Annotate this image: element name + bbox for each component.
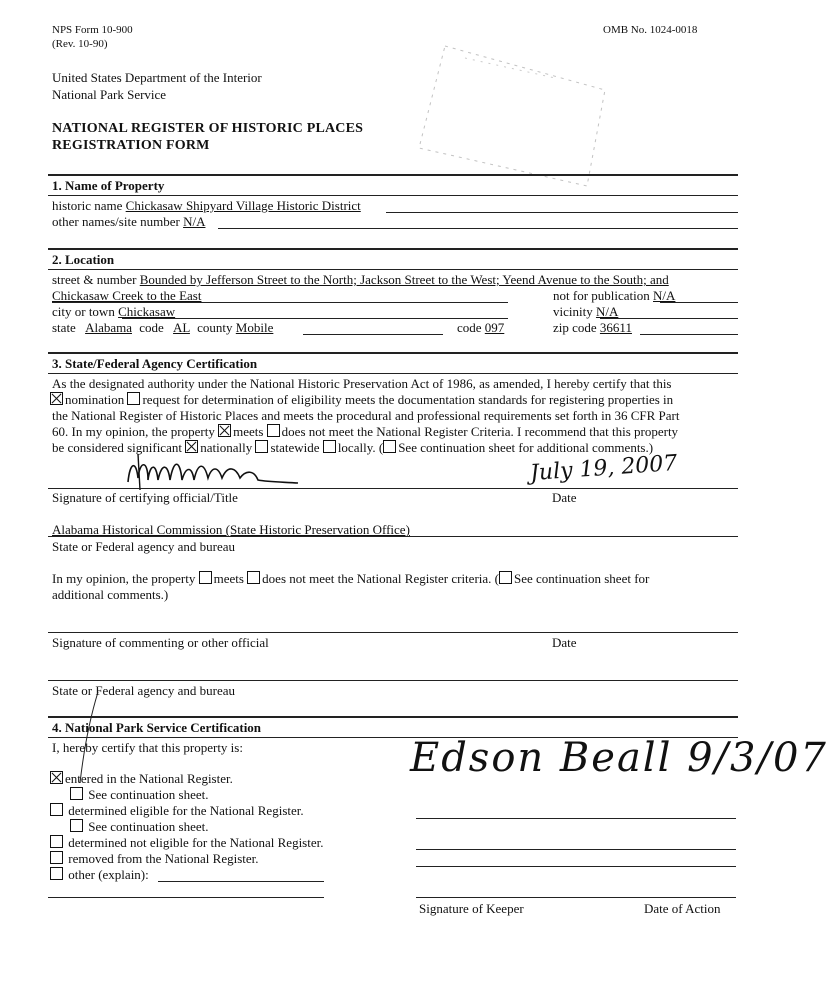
opinion-continuation-checkbox[interactable] bbox=[499, 571, 512, 584]
request-checkbox[interactable] bbox=[127, 392, 140, 405]
state-code-label: code bbox=[139, 320, 164, 335]
section-rule bbox=[48, 195, 738, 196]
agency2-label: State or Federal agency and bureau bbox=[52, 683, 236, 698]
removed-label: removed from the National Register. bbox=[68, 851, 259, 866]
fill-line bbox=[218, 228, 738, 229]
state-code-value: AL bbox=[173, 320, 190, 335]
meets-label: meets bbox=[233, 424, 264, 439]
see-continuation2-checkbox[interactable] bbox=[70, 819, 83, 832]
action-date-label: Date of Action bbox=[644, 901, 721, 916]
historic-name-value: Chickasaw Shipyard Village Historic District bbox=[125, 198, 361, 213]
agency-label: State or Federal agency and bureau bbox=[52, 539, 236, 554]
section-rule bbox=[48, 174, 738, 176]
other-label: other (explain): bbox=[68, 867, 149, 882]
not-eligible-label: determined not eligible for the National Register. bbox=[68, 835, 324, 850]
keeper-label: Signature of Keeper bbox=[419, 901, 524, 916]
opinion-text: In my opinion, the property bbox=[52, 571, 196, 586]
fill-line bbox=[386, 212, 738, 213]
faded-stamp bbox=[405, 38, 620, 193]
keeper-intro: I, hereby certify that this property is: bbox=[52, 740, 243, 755]
opinion-meets-label: meets bbox=[213, 571, 244, 586]
nomination-checkbox[interactable] bbox=[50, 392, 63, 405]
nationally-label: nationally bbox=[200, 440, 253, 455]
not-for-pub-label: not for publication bbox=[553, 288, 650, 303]
cert-text-line1: As the designated authority under the National Historic Preservation Act of 1986, as amended, I hereby certify that this bbox=[52, 376, 672, 391]
does-not-meet-checkbox[interactable] bbox=[267, 424, 280, 437]
cert-text-line2: request for determination of eligibility meets the documentation standards for registering properties in bbox=[142, 392, 674, 407]
department-name: United States Department of the Interior bbox=[52, 70, 262, 85]
other-names-value: N/A bbox=[183, 214, 206, 229]
cert-text-line3: the National Register of Historic Places and meets the procedural and professional requirements set forth in 36 CFR Part bbox=[52, 408, 680, 423]
fill-line bbox=[48, 680, 738, 681]
omb-number: OMB No. 1024-0018 bbox=[603, 24, 698, 36]
other-checkbox[interactable] bbox=[50, 867, 63, 880]
section1-title: 1. Name of Property bbox=[52, 178, 165, 193]
form-title-line2: REGISTRATION FORM bbox=[52, 138, 210, 153]
section-rule bbox=[48, 352, 738, 354]
street-value-line2: Chickasaw Creek to the East bbox=[52, 288, 202, 303]
keeper-signature-handwritten: Edson Beall 9/3/07 bbox=[410, 735, 828, 781]
locally-label: locally. ( bbox=[337, 440, 384, 455]
nomination-label: nomination bbox=[65, 392, 125, 407]
opinion-meets-checkbox[interactable] bbox=[199, 571, 212, 584]
entered-checkbox[interactable] bbox=[50, 771, 63, 784]
street-label: street & number bbox=[52, 272, 137, 287]
other-names-label: other names/site number bbox=[52, 214, 180, 229]
locally-checkbox[interactable] bbox=[323, 440, 336, 453]
section-rule bbox=[48, 716, 738, 718]
county-code-value: 097 bbox=[484, 320, 505, 335]
other-explain-line bbox=[158, 881, 324, 882]
continuation-label: See continuation sheet for additional comments.) bbox=[398, 440, 654, 455]
eligible-label: determined eligible for the National Register. bbox=[68, 803, 304, 818]
significance-label: be considered significant bbox=[52, 440, 182, 455]
keeper-line bbox=[416, 849, 736, 850]
continuation-checkbox[interactable] bbox=[383, 440, 396, 453]
section4-title: 4. National Park Service Certification bbox=[52, 720, 262, 735]
date-label: Date bbox=[552, 490, 577, 505]
see-continuation1-label: See continuation sheet. bbox=[88, 787, 209, 802]
removed-checkbox[interactable] bbox=[50, 851, 63, 864]
not-for-pub-value: N/A bbox=[653, 288, 676, 303]
fill-line bbox=[640, 334, 738, 335]
agency-value: Alabama Historical Commission (State Historic Preservation Office) bbox=[52, 522, 410, 537]
signature-line bbox=[48, 632, 738, 633]
fill-line bbox=[303, 334, 443, 335]
keeper-line bbox=[416, 897, 736, 898]
opinion-not-meet-label: does not meet the National Register criteria. ( bbox=[262, 571, 499, 586]
commenting-date-label: Date bbox=[552, 635, 577, 650]
state-label: state bbox=[52, 320, 76, 335]
keeper-line bbox=[416, 818, 736, 819]
fill-line bbox=[52, 302, 508, 303]
county-label: county bbox=[197, 320, 233, 335]
certifying-signature bbox=[118, 452, 308, 492]
service-name: National Park Service bbox=[52, 87, 167, 102]
opinion-text-line2: additional comments.) bbox=[52, 587, 169, 602]
certifying-date-handwritten: July 19, 2007 bbox=[529, 450, 679, 487]
section-rule bbox=[48, 373, 738, 374]
entered-label: entered in the National Register. bbox=[65, 771, 233, 786]
certifying-signature-label: Signature of certifying official/Title bbox=[52, 490, 238, 505]
statewide-label: statewide bbox=[270, 440, 320, 455]
county-code-label: code bbox=[457, 320, 482, 335]
section-rule bbox=[48, 248, 738, 250]
keeper-line bbox=[416, 866, 736, 867]
cert-text-line4b: does not meet the National Register Criteria. I recommend that this property bbox=[281, 424, 679, 439]
zip-value: 36611 bbox=[599, 320, 632, 335]
zip-label: zip code bbox=[553, 320, 597, 335]
see-continuation1-checkbox[interactable] bbox=[70, 787, 83, 800]
city-label: city or town bbox=[52, 304, 115, 319]
form-revision: (Rev. 10-90) bbox=[52, 38, 108, 50]
vicinity-value: N/A bbox=[595, 304, 619, 319]
fill-line bbox=[600, 318, 738, 319]
fill-line bbox=[48, 536, 738, 537]
section-rule bbox=[48, 269, 738, 270]
form-number: NPS Form 10-900 bbox=[52, 24, 133, 36]
vicinity-label: vicinity bbox=[553, 304, 593, 319]
section3-title: 3. State/Federal Agency Certification bbox=[52, 356, 258, 371]
historic-name-label: historic name bbox=[52, 198, 123, 213]
see-continuation2-label: See continuation sheet. bbox=[88, 819, 209, 834]
meets-checkbox[interactable] bbox=[218, 424, 231, 437]
state-value: Alabama bbox=[85, 320, 132, 335]
commenting-signature-label: Signature of commenting or other official bbox=[52, 635, 269, 650]
signature-line bbox=[48, 488, 738, 489]
city-value: Chickasaw bbox=[118, 304, 176, 319]
form-title-line1: NATIONAL REGISTER OF HISTORIC PLACES bbox=[52, 121, 364, 136]
cert-text-line4: 60. In my opinion, the property bbox=[52, 424, 215, 439]
opinion-continuation-label: See continuation sheet for bbox=[513, 571, 650, 586]
opinion-not-meet-checkbox[interactable] bbox=[247, 571, 260, 584]
fill-line bbox=[660, 302, 738, 303]
not-eligible-checkbox[interactable] bbox=[50, 835, 63, 848]
fill-line bbox=[122, 318, 508, 319]
county-value: Mobile bbox=[235, 320, 274, 335]
other-explain-line2 bbox=[48, 897, 324, 898]
eligible-checkbox[interactable] bbox=[50, 803, 63, 816]
street-value-line1: Bounded by Jefferson Street to the North; Jackson Street to the West; Yeend Avenue to the South; and bbox=[139, 272, 669, 287]
section2-title: 2. Location bbox=[52, 252, 115, 267]
